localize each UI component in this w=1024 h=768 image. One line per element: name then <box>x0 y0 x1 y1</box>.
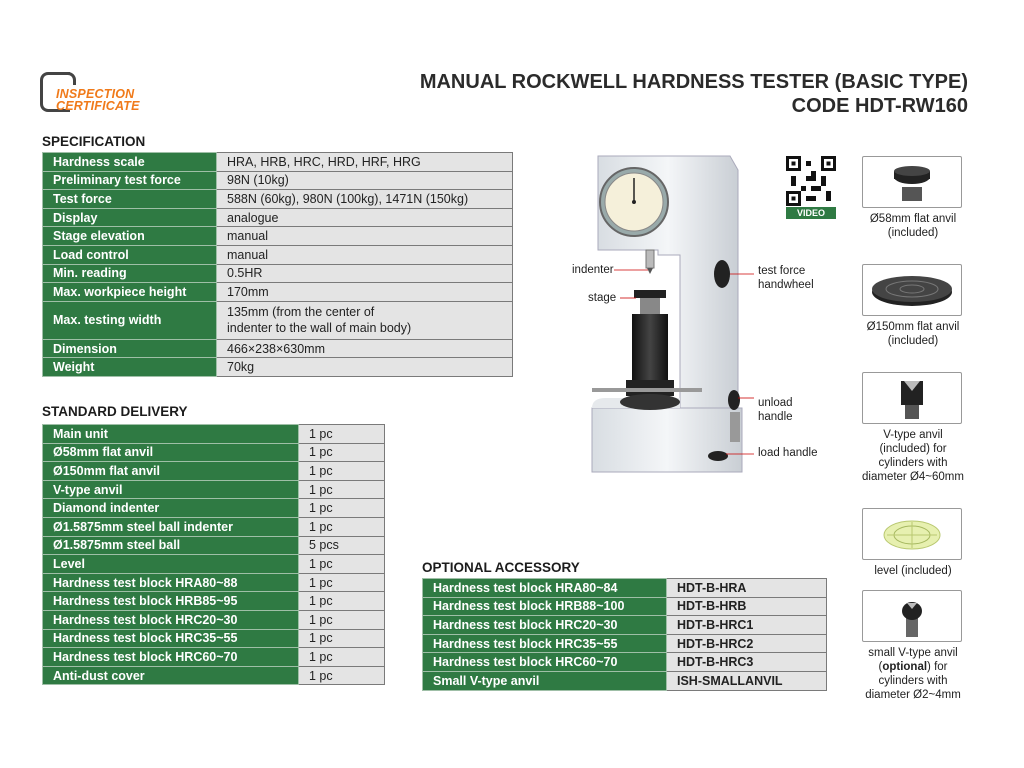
caption-text: ) for <box>927 661 948 673</box>
table-row <box>43 517 385 536</box>
caption-line: Ø58mm flat anvil <box>869 213 957 225</box>
table-row <box>43 480 385 499</box>
delivery-item: Ø1.5875mm steel ball indenter <box>43 517 299 536</box>
delivery-qty: 1 pc <box>299 610 385 629</box>
level-icon <box>863 509 961 559</box>
delivery-item: Ø150mm flat anvil <box>43 462 299 481</box>
table-row <box>43 301 513 339</box>
spec-key: Stage elevation <box>43 227 217 246</box>
table-row <box>423 671 827 690</box>
caption-line: cylinders with <box>878 675 948 687</box>
accessory-name: Hardness test block HRC35~55 <box>423 634 667 653</box>
table-row <box>43 648 385 667</box>
v-type-anvil-icon <box>863 373 961 423</box>
delivery-qty: 1 pc <box>299 555 385 574</box>
accessory-code: HDT-B-HRC2 <box>667 634 827 653</box>
delivery-item: V-type anvil <box>43 480 299 499</box>
spec-key: Max. workpiece height <box>43 283 217 302</box>
caption-line: (included) <box>887 335 939 347</box>
table-row <box>43 358 513 377</box>
spec-value: analogue <box>217 208 513 227</box>
delivery-qty: 1 pc <box>299 648 385 667</box>
delivery-item: Hardness test block HRB85~95 <box>43 592 299 611</box>
callout-stage: stage <box>588 292 617 304</box>
delivery-qty: 1 pc <box>299 629 385 648</box>
delivery-item: Diamond indenter <box>43 499 299 518</box>
caption-line: level (included) <box>874 565 952 577</box>
table-row <box>43 264 513 283</box>
spec-value: HRA, HRB, HRC, HRD, HRF, HRG <box>217 153 513 172</box>
spec-value <box>217 301 513 339</box>
accessory-code: HDT-B-HRB <box>667 597 827 616</box>
delivery-qty: 1 pc <box>299 573 385 592</box>
accessory-code: ISH-SMALLANVIL <box>667 671 827 690</box>
delivery-item: Hardness test block HRC60~70 <box>43 648 299 667</box>
spec-value-line: indenter to the wall of main body) <box>227 321 412 336</box>
caption-line: small V-type anvil <box>868 647 958 659</box>
delivery-qty: 1 pc <box>299 517 385 536</box>
optional-accessory-heading: OPTIONAL ACCESSORY <box>422 560 580 575</box>
callout-indenter: indenter <box>572 264 614 276</box>
video-badge[interactable]: VIDEO <box>786 207 836 219</box>
table-row <box>423 616 827 635</box>
accessory-caption <box>848 428 978 484</box>
optional-emphasis: optional <box>882 661 928 673</box>
table-row <box>43 536 385 555</box>
accessory-code: HDT-B-HRC1 <box>667 616 827 635</box>
delivery-qty: 1 pc <box>299 443 385 462</box>
small-v-anvil-icon <box>863 591 961 641</box>
accessory-image-box <box>862 264 962 316</box>
spec-key: Max. testing width <box>43 301 217 339</box>
delivery-item: Hardness test block HRC20~30 <box>43 610 299 629</box>
caption-text: ( <box>878 661 883 673</box>
delivery-item: Hardness test block HRC35~55 <box>43 629 299 648</box>
qr-code-icon[interactable] <box>786 156 836 206</box>
flat-anvil-150-icon <box>863 265 961 315</box>
table-row <box>43 339 513 358</box>
table-row <box>43 171 513 190</box>
accessory-name: Hardness test block HRA80~84 <box>423 579 667 598</box>
callout-unload-handle <box>758 396 793 424</box>
delivery-qty: 1 pc <box>299 499 385 518</box>
spec-key: Display <box>43 208 217 227</box>
table-row <box>43 555 385 574</box>
table-row <box>43 462 385 481</box>
standard-delivery-heading: STANDARD DELIVERY <box>42 404 188 419</box>
caption-line: cylinders with <box>878 457 948 469</box>
table-row <box>43 208 513 227</box>
table-row <box>423 634 827 653</box>
table-row <box>43 153 513 172</box>
delivery-item: Ø58mm flat anvil <box>43 443 299 462</box>
delivery-qty: 1 pc <box>299 480 385 499</box>
accessory-image-box <box>862 372 962 424</box>
delivery-qty: 1 pc <box>299 462 385 481</box>
table-row <box>423 579 827 598</box>
accessory-caption <box>848 564 978 578</box>
inspection-certificate-logo <box>40 72 172 114</box>
callout-load-handle: load handle <box>758 447 818 459</box>
table-row <box>43 592 385 611</box>
callout-line: handwheel <box>758 279 814 291</box>
spec-key: Hardness scale <box>43 153 217 172</box>
title-code: CODE HDT-RW160 <box>791 95 968 117</box>
flat-anvil-58-icon <box>863 157 961 207</box>
accessory-name: Hardness test block HRC20~30 <box>423 616 667 635</box>
spec-value: manual <box>217 245 513 264</box>
table-row <box>43 245 513 264</box>
spec-key: Test force <box>43 190 217 209</box>
page-title <box>420 70 968 118</box>
spec-key: Dimension <box>43 339 217 358</box>
table-row <box>43 190 513 209</box>
callout-handwheel <box>758 264 814 292</box>
caption-line: Ø150mm flat anvil <box>866 321 960 333</box>
optional-accessory-table <box>422 578 827 691</box>
caption-line: (included) <box>887 227 939 239</box>
spec-value: 0.5HR <box>217 264 513 283</box>
accessory-name: Small V-type anvil <box>423 671 667 690</box>
specification-heading: SPECIFICATION <box>42 134 146 149</box>
accessory-caption <box>848 212 978 240</box>
accessory-caption <box>848 320 978 348</box>
delivery-qty: 1 pc <box>299 666 385 685</box>
delivery-qty: 1 pc <box>299 425 385 444</box>
accessory-image-box <box>862 508 962 560</box>
table-row <box>43 666 385 685</box>
spec-value-line: 135mm (from the center of <box>227 305 375 320</box>
table-row <box>423 597 827 616</box>
table-row <box>43 425 385 444</box>
table-row <box>43 629 385 648</box>
caption-line: V-type anvil <box>883 429 943 441</box>
delivery-qty: 5 pcs <box>299 536 385 555</box>
table-row <box>43 573 385 592</box>
accessory-caption <box>848 646 978 702</box>
spec-value: 170mm <box>217 283 513 302</box>
spec-key: Weight <box>43 358 217 377</box>
table-row <box>423 653 827 672</box>
delivery-item: Level <box>43 555 299 574</box>
caption-line: diameter Ø4~60mm <box>862 471 964 483</box>
delivery-qty: 1 pc <box>299 592 385 611</box>
accessory-code: HDT-B-HRA <box>667 579 827 598</box>
table-row <box>43 283 513 302</box>
delivery-item: Anti-dust cover <box>43 666 299 685</box>
spec-key: Min. reading <box>43 264 217 283</box>
accessory-image-box <box>862 156 962 208</box>
delivery-item: Ø1.5875mm steel ball <box>43 536 299 555</box>
callout-line: unload <box>758 397 793 409</box>
standard-delivery-table <box>42 424 385 685</box>
accessory-image-box <box>862 590 962 642</box>
spec-value: manual <box>217 227 513 246</box>
table-row <box>43 227 513 246</box>
spec-key: Preliminary test force <box>43 171 217 190</box>
spec-value: 98N (10kg) <box>217 171 513 190</box>
title-line1: MANUAL ROCKWELL HARDNESS TESTER (BASIC TYPE) <box>419 71 968 93</box>
table-row <box>43 499 385 518</box>
accessory-name: Hardness test block HRC60~70 <box>423 653 667 672</box>
spec-key: Load control <box>43 245 217 264</box>
delivery-item: Main unit <box>43 425 299 444</box>
logo-line2: CERTIFICATE <box>56 99 140 113</box>
caption-line <box>848 660 978 674</box>
spec-value: 466×238×630mm <box>217 339 513 358</box>
delivery-item: Hardness test block HRA80~88 <box>43 573 299 592</box>
caption-line: (included) for <box>879 443 947 455</box>
specification-table <box>42 152 513 377</box>
accessory-name: Hardness test block HRB88~100 <box>423 597 667 616</box>
spec-value: 70kg <box>217 358 513 377</box>
table-row <box>43 443 385 462</box>
caption-line: diameter Ø2~4mm <box>865 689 961 701</box>
accessory-code: HDT-B-HRC3 <box>667 653 827 672</box>
spec-value: 588N (60kg), 980N (100kg), 1471N (150kg) <box>217 190 513 209</box>
table-row <box>43 610 385 629</box>
callout-line: handle <box>758 411 793 423</box>
logo-line1: INSPECTION <box>56 87 135 101</box>
callout-line: test force <box>758 265 806 277</box>
